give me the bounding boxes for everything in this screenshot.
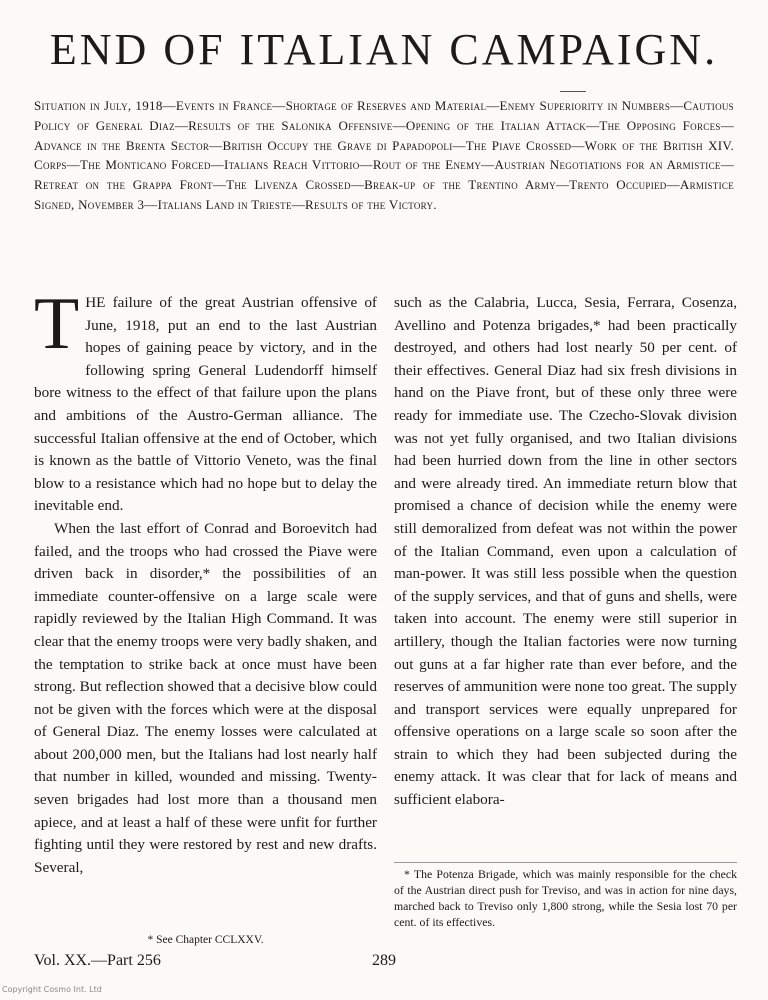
drop-cap: T xyxy=(34,283,80,365)
footnote-divider xyxy=(394,862,737,863)
left-column xyxy=(34,283,377,879)
right-column-text: such as the Calabria, Lucca, Sesia, Ferrara, Cosenza, Avellino and Potenza brigades,* had been practically destroyed, and others had lost nearly 50 per cent. of their effectives. General Diaz had six fresh divisions in hand on the Piave front, but of these only three were ready for immediate use. The Czecho-Slovak division was not yet fully organised, and two Italian divisions had been hurried down from the line in other sectors and were already tired. An immediate return blow that promised a chance of decision while the enemy were still demoralized from defeat was not within the power of the Italian Command, even upon a calculation of man-power. It was still less possible when the question of the supply services, and that of guns and shells, were taken into account. The enemy were still superior in artillery, though the Italian factories were now turning out guns at a far higher rate than ever before, and the reserves of ammunition were none too great. The supply and transport services were equally unprepared for offensive operations on a large scale so soon after the strain to which they had been subjected during the enemy attack. It was clear that for lack of means and sufficient elabora- xyxy=(394,294,737,809)
chapter-title: END OF ITALIAN CAMPAIGN. xyxy=(49,25,719,74)
opening-paragraph xyxy=(34,283,377,518)
page-number: 289 xyxy=(372,952,396,969)
opening-paragraph-text: HE failure of the great Austrian offensive of June, 1918, put an end to the last Austrian hopes of gaining peace by victory, and in the following spring General Ludendorff himself bore witness to the effect of that failure upon the plans and ambitions of the Austro-German alliance. The successful Italian offensive at the end of October, which is known as the battle of Vittorio Veneto, was the final blow to a resistance which had no hope but to delay the inevitable end. xyxy=(34,294,377,515)
volume-folio: Vol. XX.—Part 256 xyxy=(34,952,161,969)
decorative-mark xyxy=(560,91,586,92)
right-column xyxy=(394,292,737,812)
copyright-watermark: Copyright Cosmo Int. Ltd xyxy=(2,985,102,994)
chapter-synopsis: Situation in July, 1918—Events in France—Shortage of Reserves and Material—Enemy Superiority in Numbers—Cautious Policy of General Diaz—Results of the Salonika Offensive—Opening of the Italian Attack—The Opposing Forces—Advance in the Brenta Sector—British Occupy the Grave di Papadopoli—The Piave Crossed—Work of the British XIV. Corps—The Monticano Forced—Italians Reach Vittorio—Rout of the Enemy—Austrian Negotiations for an Armistice—Retreat on the Grappa Front—The Livenza Crossed—Break-up of the Trentino Army—Trento Occupied—Armistice Signed, November 3—Italians Land in Trieste—Results of the Victory. xyxy=(34,98,734,212)
second-paragraph: When the last effort of Conrad and Boroevitch had failed, and the troops who had crossed the Piave were driven back in disorder,* the possibilities of an immediate counter-offensive on a large scale were rapidly reviewed by the Italian High Command. It was clear that the enemy troops were very badly shaken, and the temptation to strike back at once must have been strong. But reflection showed that a decisive blow could not be given with the forces which were at the disposal of General Diaz. The enemy losses were calculated at about 200,000 men, but the Italians had lost nearly half that number in killed, wounded and missing. Twenty-seven brigades had lost more than a thousand men apiece, and at least a half of these were unfit for further fighting until they were restored by rest and new drafts. Several, xyxy=(34,519,377,876)
footnote-right: * The Potenza Brigade, which was mainly responsible for the check of the Austrian direct push for Treviso, and was in action for nine days, marched back to Treviso only 1,800 strong, while the Sesia lost 70 per cent. of its effectives. xyxy=(394,867,737,929)
footnote-left: * See Chapter CCLXXV. xyxy=(147,934,264,946)
